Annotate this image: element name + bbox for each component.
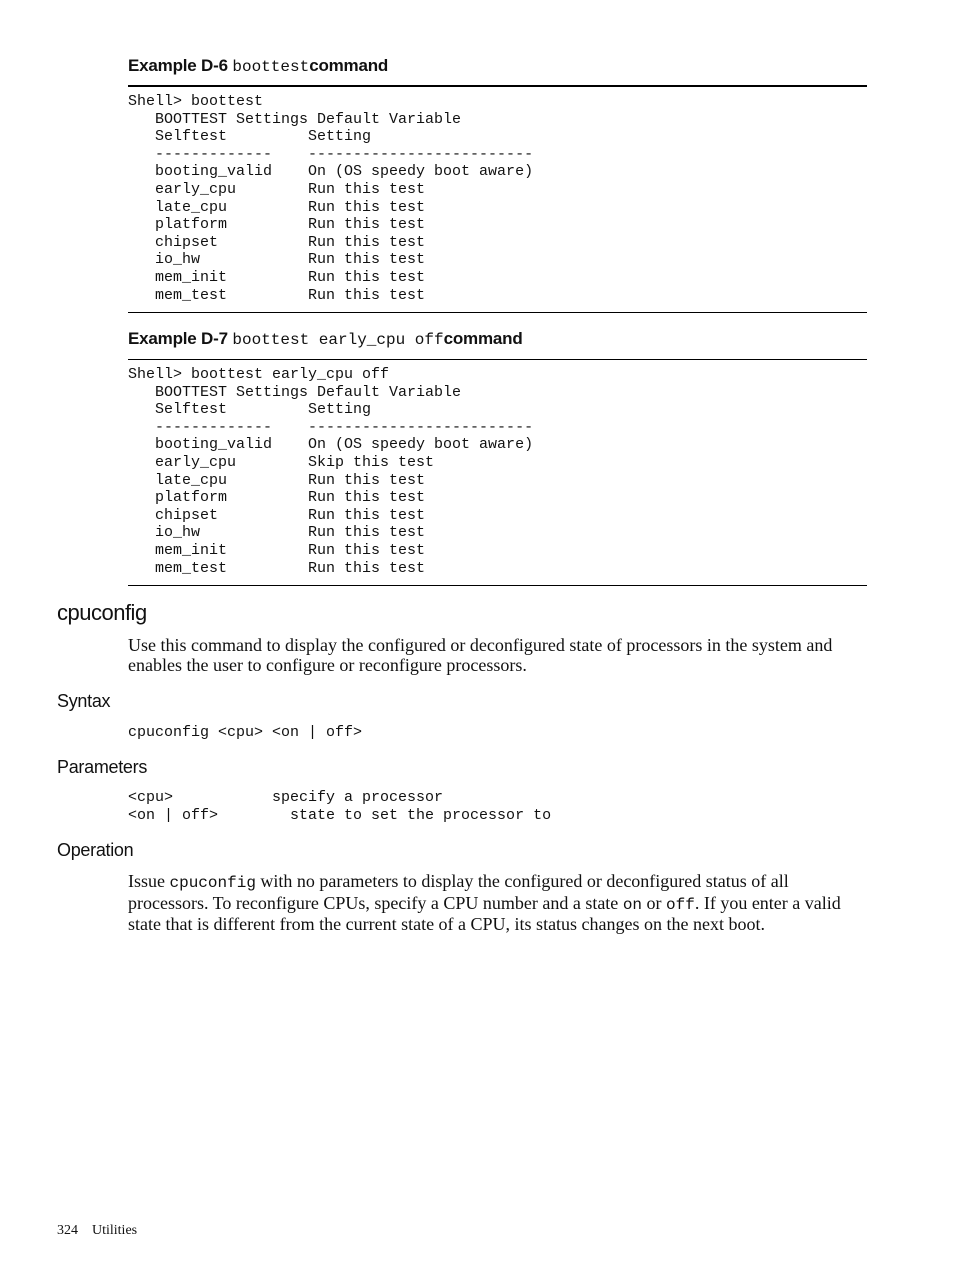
- operation-code-off: off: [666, 895, 695, 914]
- example-d6-suffix: command: [309, 56, 389, 75]
- operation-heading: Operation: [57, 840, 134, 860]
- example-d7-label: Example D-7: [128, 329, 228, 348]
- syntax-heading: Syntax: [57, 691, 111, 711]
- operation-text-4: . If you enter a valid state that is different from the current state of a CPU, its status changes on the next boot.: [128, 892, 841, 934]
- example-d6-bottom-rule: [128, 312, 867, 313]
- example-d7-suffix: command: [443, 329, 523, 348]
- section-description: Use this command to display the configured or deconfigured state of processors in the system and enables the user to configure or reconfigure processors.: [128, 635, 833, 675]
- example-d7-code: Shell> boottest early_cpu off BOOTTEST Settings Default Variable Selftest Setting ------------- ------------------------- booting_valid On (OS speedy boot aware) early_cpu Skip this test late_cpu Run this test platform Run this test chipset Run this test io_hw Run this test mem_init Run this test mem_test Run this test: [128, 366, 534, 577]
- example-d7-top-rule: [128, 359, 867, 360]
- parameters-heading: Parameters: [57, 757, 148, 777]
- example-d6-command: boottest: [232, 58, 310, 76]
- example-d7-bottom-rule: [128, 585, 867, 586]
- operation-code-on: on: [622, 895, 643, 914]
- parameters-code: <cpu> specify a processor <on | off> state to set the processor to: [128, 789, 552, 824]
- example-d6-code: Shell> boottest BOOTTEST Settings Default Variable Selftest Setting ------------- ------------------------- booting_valid On (OS speedy boot aware) early_cpu Run this test late_cpu Run this test platform Run this test chipset Run this test io_hw Run this test mem_init Run this test mem_test Run this test: [128, 93, 534, 304]
- operation-text-2: with no parameters to display the configured or deconfigured status of all processors. To reconfigure CPUs, specify a CPU number and a state: [128, 871, 789, 913]
- footer-section: Utilities: [92, 1223, 138, 1238]
- example-d6-label: Example D-6: [128, 56, 228, 75]
- example-d7-title: [128, 329, 523, 349]
- operation-code-cpuconfig: cpuconfig: [169, 874, 256, 892]
- page-footer: [57, 1223, 137, 1239]
- operation-paragraph: [128, 872, 868, 935]
- operation-text-1: Issue: [128, 871, 170, 891]
- example-d6-top-rule: [128, 85, 867, 87]
- section-title: cpuconfig: [57, 600, 147, 625]
- page-number: 324: [57, 1223, 78, 1238]
- operation-text-3: or: [642, 892, 667, 913]
- example-d6-title: [128, 56, 388, 76]
- syntax-code: cpuconfig <cpu> <on | off>: [128, 724, 363, 741]
- example-d7-command: boottest early_cpu off: [232, 331, 444, 349]
